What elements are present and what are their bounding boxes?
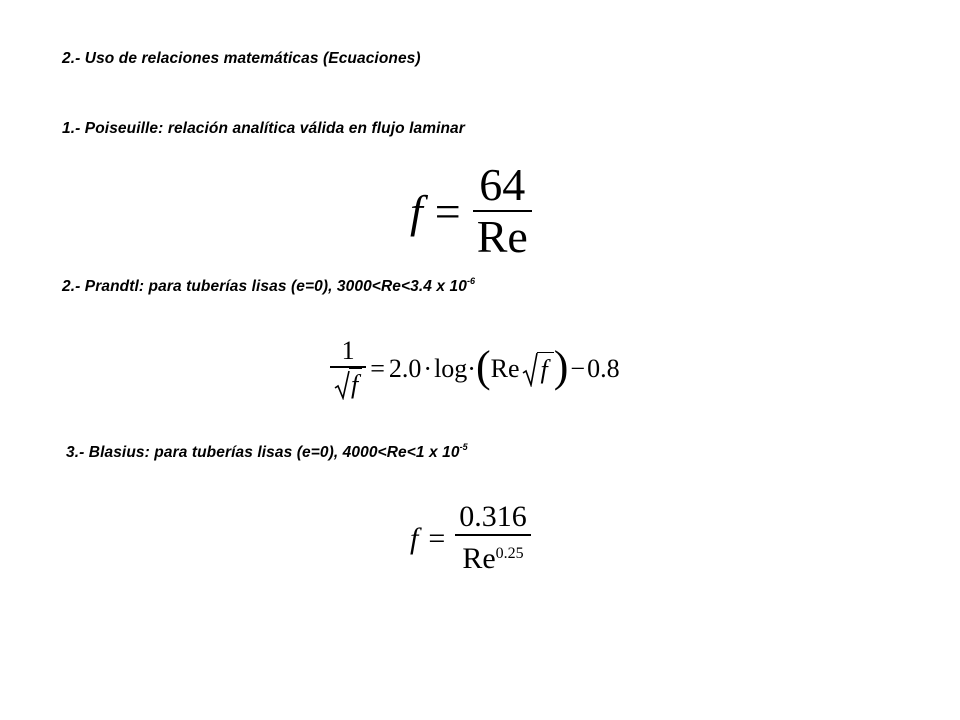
- eq2-re: Re: [490, 353, 520, 383]
- section-title: 2.- Uso de relaciones matemáticas (Ecuaciones): [62, 50, 421, 67]
- eq2-den-f: f: [349, 368, 362, 401]
- eq2-equals: =: [370, 353, 385, 383]
- blasius-equation: [410, 500, 531, 577]
- eq2-sqrt-sign-left: [334, 370, 350, 400]
- blasius-exponent: -5: [459, 442, 468, 452]
- poiseuille-heading: 1.- Poiseuille: relación analítica válida en flujo laminar: [62, 120, 465, 137]
- prandtl-equation: [330, 336, 620, 401]
- eq2-left-paren: (: [475, 342, 491, 391]
- eq1-denominator: Re: [476, 211, 528, 262]
- eq3-numerator: 0.316: [459, 500, 527, 533]
- prandtl-heading: 2.- Prandtl: para tuberías lisas (e=0), 3000<Re<3.4 x $10^{-6}$: [62, 276, 476, 296]
- eq2-numerator: 1: [341, 336, 355, 365]
- blasius-heading: 3.- Blasius: para tuberías lisas (e=0), 4000<Re<1 x $10^{-5}$: [66, 442, 468, 462]
- eq2-fraction: [330, 336, 366, 401]
- eq2-denominator: [330, 368, 366, 401]
- eq2-log: log·: [434, 353, 476, 383]
- eq2-sqrt-sign-right: [522, 351, 538, 387]
- eq3-f: f: [410, 521, 419, 555]
- eq3-equals: =: [428, 521, 446, 555]
- eq3-denominator: [458, 536, 527, 577]
- eq2-paren-f: f: [537, 352, 554, 385]
- eq2-right-paren: ): [553, 342, 569, 391]
- eq2-minus: −: [570, 353, 586, 383]
- eq3-fraction: [455, 500, 531, 577]
- eq2-coefficient: 2.0: [388, 353, 422, 383]
- eq3-den-exponent: 0.25: [495, 545, 524, 562]
- eq2-sqrt: [522, 351, 554, 387]
- eq2-constant: 0.8: [587, 353, 620, 383]
- eq2-dot: ·: [423, 353, 433, 383]
- eq1-equals: =: [434, 185, 461, 237]
- eq1-fraction: [473, 160, 532, 262]
- eq3-den-re: Re: [462, 542, 496, 575]
- prandtl-exponent: -6: [466, 276, 476, 286]
- eq1-numerator: 64: [479, 159, 526, 210]
- poiseuille-equation: [410, 160, 532, 262]
- eq1-f: f: [410, 185, 423, 237]
